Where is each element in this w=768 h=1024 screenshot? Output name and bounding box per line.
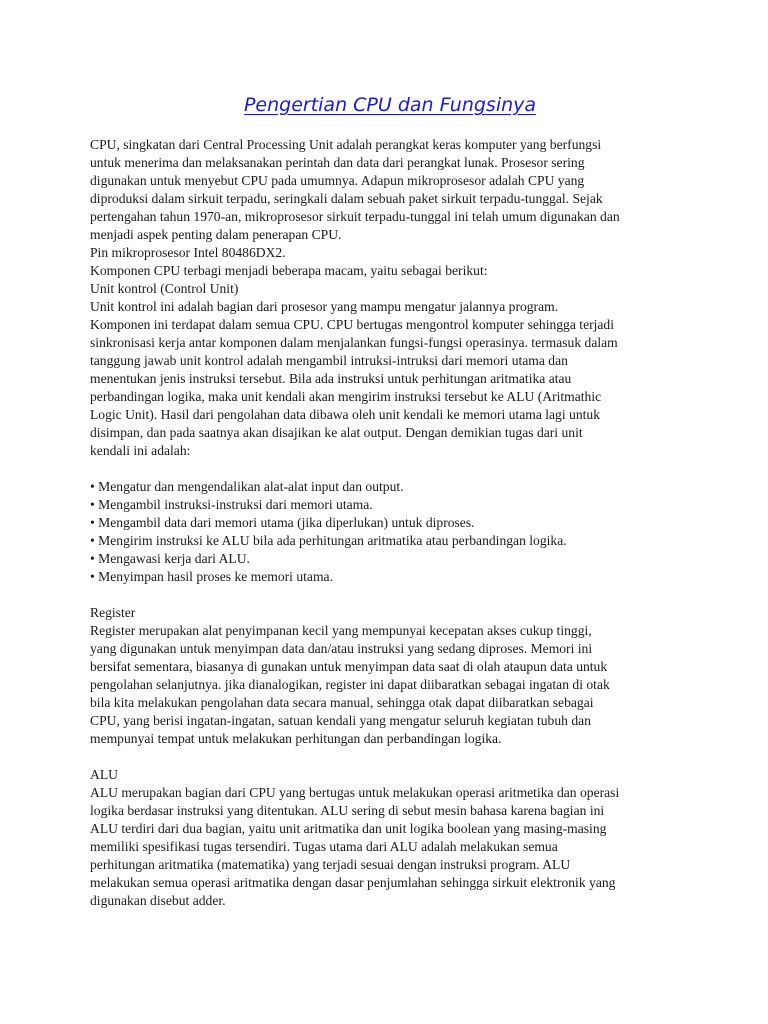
text-line: diproduksi dalam sirkuit terpadu, seringkali dalam sebuah paket sirkuit terpadu-tunggal. Sejak <box>90 191 603 206</box>
bullet-list <box>90 478 690 586</box>
list-item: • Mengambil data dari memori utama (jika diperlukan) untuk diproses. <box>90 515 475 530</box>
section-heading-register: Register <box>90 605 136 620</box>
list-item: • Mengirim instruksi ke ALU bila ada perhitungan aritmatika atau perbandingan logika. <box>90 533 567 548</box>
text-line: yang digunakan untuk menyimpan data dan/atau instruksi yang sedang diproses. Memori ini <box>90 641 593 656</box>
text-line: pertengahan tahun 1970-an, mikroprosesor sirkuit terpadu-tunggal ini telah umum digunakan dan <box>90 209 620 224</box>
text-line: CPU, singkatan dari Central Processing Unit adalah perangkat keras komputer yang berfungsi <box>90 137 602 152</box>
text-line: Unit kontrol ini adalah bagian dari prosesor yang mampu mengatur jalannya program. <box>90 299 559 314</box>
text-line: menentukan jenis instruksi tersebut. Bila ada instruksi untuk perhitungan aritmatika atau <box>90 371 572 386</box>
list-item: • Mengatur dan mengendalikan alat-alat input dan output. <box>90 479 404 494</box>
text-line: Komponen CPU terbagi menjadi beberapa macam, yaitu sebagai berikut: <box>90 263 488 278</box>
text-line: Logic Unit). Hasil dari pengolahan data dibawa oleh unit kendali ke memori utama lagi untuk <box>90 407 600 422</box>
text-line: ALU merupakan bagian dari CPU yang bertugas untuk melakukan operasi aritmetika dan operasi <box>90 785 620 800</box>
text-line: Register merupakan alat penyimpanan kecil yang mempunyai kecepatan akses cukup tinggi, <box>90 623 592 638</box>
list-item: • Menyimpan hasil proses ke memori utama. <box>90 569 333 584</box>
register-section <box>90 604 690 748</box>
text-line: perbandingan logika, maka unit kendali akan mengirim instruksi tersebut ke ALU (Aritmathic <box>90 389 602 404</box>
paragraph-gap <box>90 586 690 604</box>
alu-section <box>90 766 690 910</box>
text-line: digunakan untuk menyebut CPU pada umumnya. Adapun mikroprosesor adalah CPU yang <box>90 173 585 188</box>
section-heading-control-unit: Unit kontrol (Control Unit) <box>90 281 239 296</box>
paragraph-gap <box>90 748 690 766</box>
text-line: melakukan semua operasi aritmatika dengan dasar penjumlahan sehingga sirkuit elektronik yang <box>90 875 616 890</box>
text-line: ALU terdiri dari dua bagian, yaitu unit aritmatika dan unit logika boolean yang masing-masing <box>90 821 607 836</box>
text-line: bersifat sementara, biasanya di gunakan untuk menyimpan data saat di olah ataupun data untuk <box>90 659 608 674</box>
text-line: kendali ini adalah: <box>90 443 191 458</box>
text-line: Komponen ini terdapat dalam semua CPU. CPU bertugas mengontrol komputer sehingga terjadi <box>90 317 615 332</box>
section-heading-alu: ALU <box>90 767 118 782</box>
text-line: untuk menerima dan melaksanakan perintah dan data dari perangkat lunak. Prosesor sering <box>90 155 585 170</box>
text-line: menjadi aspek penting dalam penerapan CPU. <box>90 227 342 242</box>
text-line: perhitungan aritmatika (matematika) yang terjadi sesuai dengan instruksi program. ALU <box>90 857 571 872</box>
text-line: memiliki spesifikasi tugas tersendiri. Tugas utama dari ALU adalah melakukan semua <box>90 839 558 854</box>
text-line: mempunyai tempat untuk melakukan perhitungan dan perbandingan logika. <box>90 731 502 746</box>
list-item: • Mengawasi kerja dari ALU. <box>90 551 250 566</box>
document-page <box>90 92 690 910</box>
document-title: Pengertian CPU dan Fungsinya <box>243 94 537 116</box>
text-line: disimpan, dan pada saatnya akan disajikan ke alat output. Dengan demikian tugas dari unit <box>90 425 583 440</box>
text-line: tanggung jawab unit kontrol adalah mengambil intruksi-intruksi dari memori utama dan <box>90 353 568 368</box>
text-line: CPU, yang berisi ingatan-ingatan, satuan kendali yang mengatur seluruh kegiatan tubuh dan <box>90 713 591 728</box>
paragraph-gap <box>90 460 690 478</box>
text-line: bila kita melakukan pengolahan data secara manual, sehingga otak dapat diibaratkan sebagai <box>90 695 594 710</box>
text-line: digunakan disebut adder. <box>90 893 226 908</box>
text-line: sinkronisasi kerja antar komponen dalam menjalankan fungsi-fungsi operasinya. termasuk dalam <box>90 335 618 350</box>
intro-section <box>90 136 690 460</box>
image-caption: Pin mikroprosesor Intel 80486DX2. <box>90 245 286 260</box>
text-line: pengolahan selanjutnya. jika dianalogikan, register ini dapat diibaratkan sebagai ingatan di otak <box>90 677 610 692</box>
text-line: logika berdasar instruksi yang ditentukan. ALU sering di sebut mesin bahasa karena bagian ini <box>90 803 605 818</box>
list-item: • Mengambil instruksi-instruksi dari memori utama. <box>90 497 373 512</box>
